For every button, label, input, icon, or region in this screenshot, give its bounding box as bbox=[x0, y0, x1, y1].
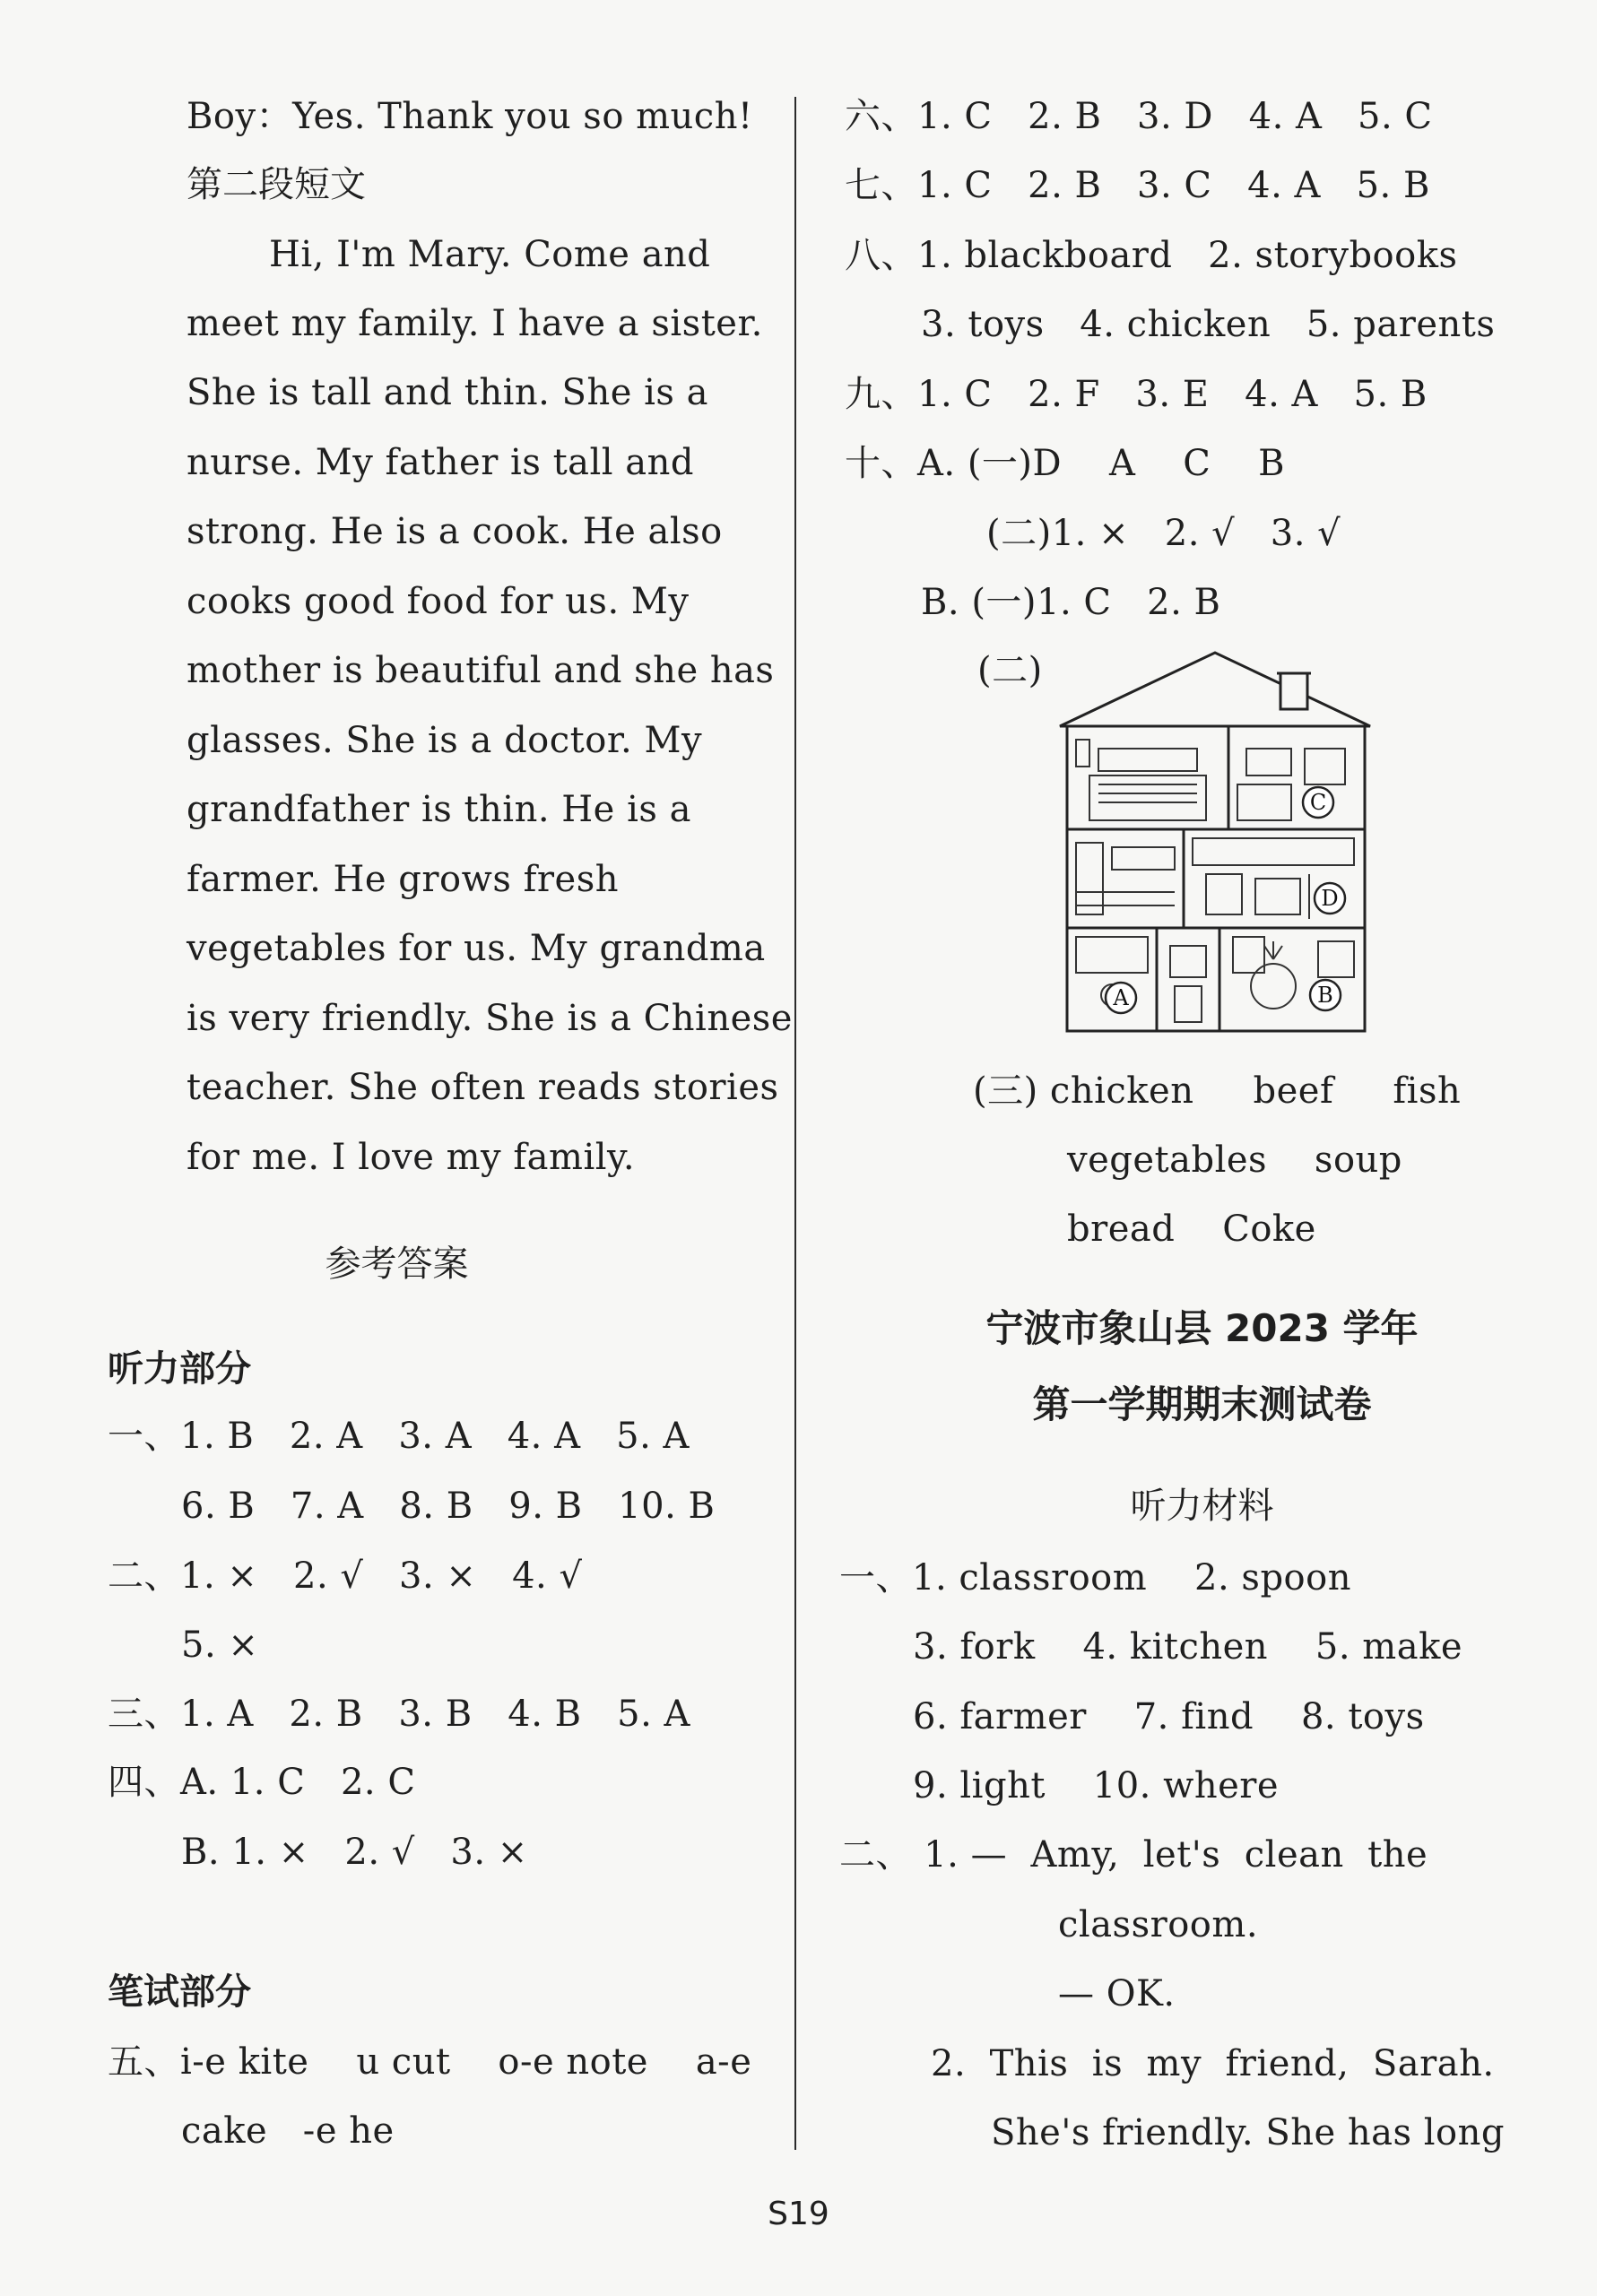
answer-q8-line1: 八、1. blackboard 2. storybooks bbox=[845, 235, 1458, 276]
answer-q2-line2: 5. × bbox=[181, 1625, 259, 1666]
passage-line: teacher. She often reads stories bbox=[187, 1067, 779, 1108]
material-q2-line5: She's friendly. She has long bbox=[991, 2112, 1505, 2153]
house-label-b: B bbox=[1317, 983, 1333, 1008]
answer-q10-b3-line1: (三) chicken beef fish bbox=[973, 1070, 1462, 1112]
page-number: S19 bbox=[768, 2196, 829, 2232]
column-divider bbox=[794, 97, 796, 2150]
answer-q2-line1: 二、1. × 2. √ 3. × 4. √ bbox=[108, 1555, 583, 1597]
chimney bbox=[1280, 673, 1307, 709]
exam-title-line2: 第一学期期末测试卷 bbox=[1032, 1382, 1372, 1426]
passage-line: meet my family. I have a sister. bbox=[187, 303, 763, 344]
answer-q5-line1: 五、i-e kite u cut o-e note a-e bbox=[108, 2041, 752, 2083]
passage-line: glasses. She is a doctor. My bbox=[187, 720, 703, 761]
answer-q7: 七、1. C 2. B 3. C 4. A 5. B bbox=[845, 165, 1430, 206]
listening-heading: 听力部分 bbox=[108, 1348, 251, 1390]
passage-line: She is tall and thin. She is a bbox=[187, 372, 708, 413]
answer-q10-b3-line3: bread Coke bbox=[1067, 1209, 1316, 1250]
material-q2-line3: — OK. bbox=[1058, 1973, 1176, 2014]
exam-title-line1: 宁波市象山县 2023 学年 bbox=[985, 1306, 1419, 1350]
material-q2-line4: 2. This is my friend, Sarah. bbox=[931, 2043, 1495, 2084]
answer-q10-a2: (二)1. × 2. √ 3. √ bbox=[986, 513, 1341, 554]
house-diagram bbox=[1058, 650, 1372, 1035]
passage-line: mother is beautiful and she has bbox=[187, 650, 775, 691]
answer-q10-b2: (二) bbox=[977, 650, 1043, 691]
passage-line: farmer. He grows fresh bbox=[187, 859, 619, 900]
passage-line: vegetables for us. My grandma bbox=[187, 928, 766, 969]
material-q2-line1: 二、 1. — Amy, let's clean the bbox=[839, 1834, 1428, 1876]
answer-q10-b1: B. (一)1. C 2. B bbox=[921, 582, 1221, 623]
written-heading: 笔试部分 bbox=[108, 1971, 251, 2013]
listening-material-title: 听力材料 bbox=[1130, 1486, 1274, 1527]
answer-q1-line2: 6. B 7. A 8. B 9. B 10. B bbox=[181, 1486, 716, 1527]
answer-q5-line2: cake -e he bbox=[181, 2110, 395, 2152]
answer-q1-line1: 一、1. B 2. A 3. A 4. A 5. A bbox=[108, 1416, 690, 1457]
material-q2-line2: classroom. bbox=[1058, 1904, 1259, 1945]
answer-q8-line2: 3. toys 4. chicken 5. parents bbox=[921, 304, 1496, 345]
answer-q4-line1: 四、A. 1. C 2. C bbox=[108, 1762, 416, 1803]
passage-line: cooks good food for us. My bbox=[187, 581, 690, 622]
dialogue-end: Boy：Yes. Thank you so much! bbox=[187, 96, 753, 137]
passage-line: grandfather is thin. He is a bbox=[187, 789, 691, 830]
passage-line: strong. He is a cook. He also bbox=[187, 511, 723, 552]
house-label-d: D bbox=[1321, 886, 1339, 911]
answer-q10-a1: 十、A. (一)D A C B bbox=[845, 443, 1286, 484]
material-q1-line4: 9. light 10. where bbox=[913, 1765, 1280, 1806]
material-q1-line1: 一、1. classroom 2. spoon bbox=[839, 1557, 1351, 1599]
answers-title: 参考答案 bbox=[325, 1243, 469, 1285]
passage-line: Hi, I'm Mary. Come and bbox=[269, 234, 711, 275]
passage-line: is very friendly. She is a Chinese bbox=[187, 998, 793, 1039]
passage-title: 第二段短文 bbox=[187, 164, 366, 205]
answer-q10-b3-line2: vegetables soup bbox=[1067, 1139, 1402, 1181]
material-q1-line3: 6. farmer 7. find 8. toys bbox=[913, 1696, 1425, 1737]
house-label-a: A bbox=[1113, 985, 1129, 1010]
passage-line: for me. I love my family. bbox=[187, 1137, 636, 1178]
passage-line: nurse. My father is tall and bbox=[187, 442, 695, 483]
material-q1-line2: 3. fork 4. kitchen 5. make bbox=[913, 1626, 1462, 1668]
answer-q6: 六、1. C 2. B 3. D 4. A 5. C bbox=[845, 96, 1433, 137]
answer-q9: 九、1. C 2. F 3. E 4. A 5. B bbox=[845, 374, 1428, 415]
house-roof bbox=[1060, 653, 1370, 726]
answer-q3: 三、1. A 2. B 3. B 4. B 5. A bbox=[108, 1694, 690, 1735]
answer-q4-line2: B. 1. × 2. √ 3. × bbox=[181, 1832, 528, 1873]
house-label-c: C bbox=[1309, 790, 1327, 815]
